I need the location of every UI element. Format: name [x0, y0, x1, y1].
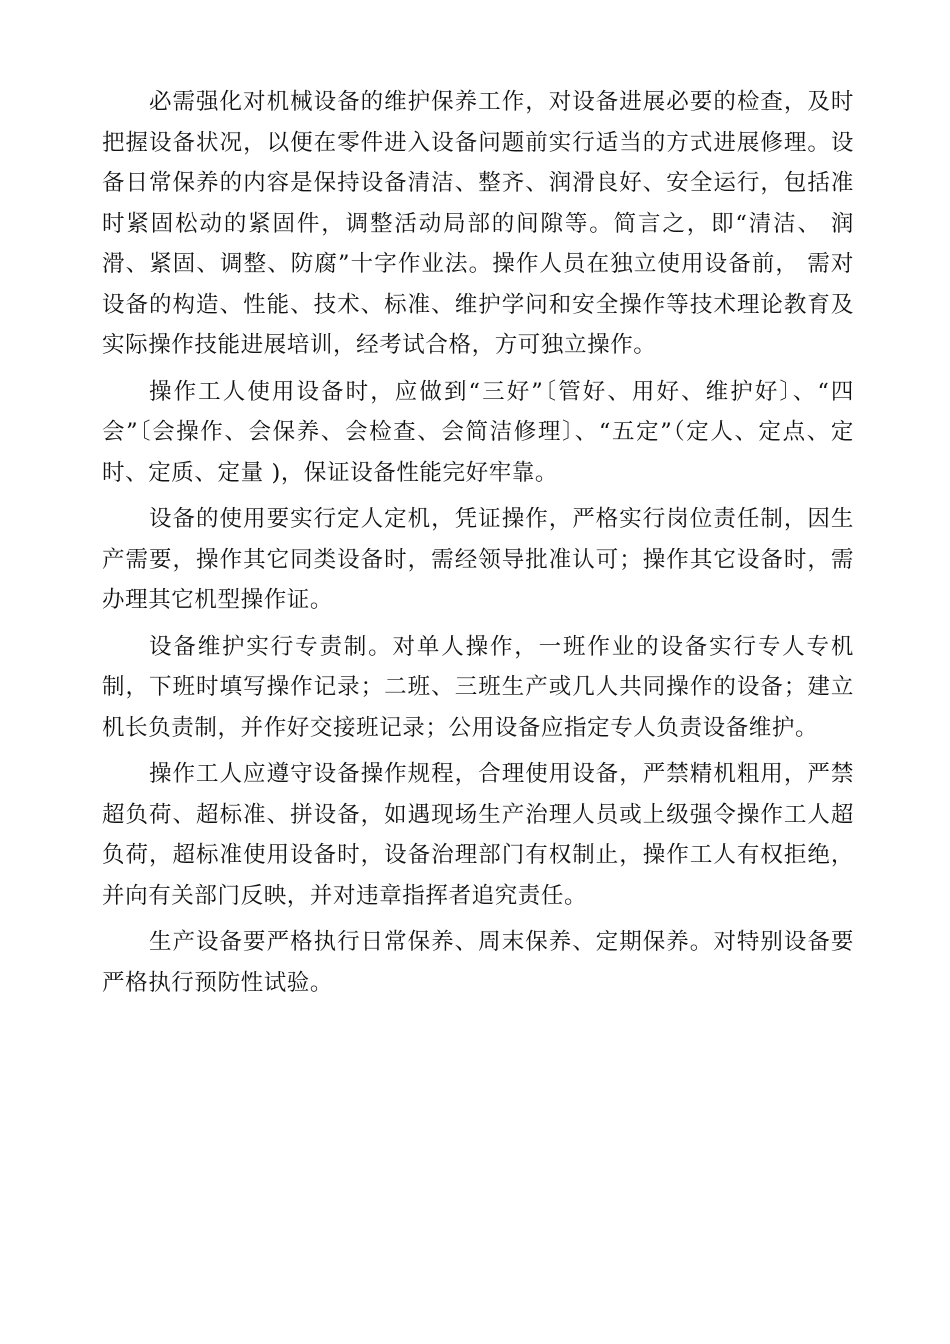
paragraph-responsibility-system: 设备维护实行专责制。对单人操作，一班作业的设备实行专人专机制，下班时填写操作记录；二班、三班生产或几人共同操作的设备；建立机长负责制，并作好交接班记录；公用设备应指定专人负责设备维护。 [102, 633, 854, 741]
paragraph-fixed-operator: 设备的使用要实行定人定机，凭证操作，严格实行岗位责任制，因生产需要，操作其它同类设备时，需经领导批准认可；操作其它设备时，需办理其它机型操作证。 [102, 506, 854, 613]
paragraph-scheduled-maintenance: 生产设备要严格执行日常保养、周末保养、定期保养。对特别设备要严格执行预防性试验。 [102, 929, 854, 996]
paragraph-operating-rules: 操作工人应遵守设备操作规程，合理使用设备，严禁精机粗用，严禁超负荷、超标准、拼设备，如遇现场生产治理人员或上级强令操作工人超负荷，超标准使用设备时，设备治理部门有权制止，操作工人有权拒绝，并向有关部门反映，并对违章指挥者追究责任。 [102, 761, 854, 909]
paragraph-three-good-four-skills: 操作工人使用设备时，应做到“三好”〔管好、用好、维护好〕、“四会”〔会操作、会保养、会检查、会简洁修理〕、“五定”（定人、定点、定时、定质、定量 )，保证设备性能完好牢靠。 [102, 378, 854, 486]
paragraph-maintenance: 必需强化对机械设备的维护保养工作，对设备进展必要的检查，及时把握设备状况，以便在零件进入设备问题前实行适当的方式进展修理。设备日常保养的内容是保持设备清洁、整齐、润滑良好、安全运行，包括准时紧固松动的紧固件，调整活动局部的间隙等。简言之，即“清洁、 润滑、紧固、调整、防腐”十字作业法。操作人员在独立使用设备前， 需对设备的构造、性能、技术、标准、维护学问和安全操作等技术理论教育及实际操作技能进展培训，经考试合格，方可独立操作。 [102, 89, 854, 358]
document-body [102, 82, 854, 1009]
